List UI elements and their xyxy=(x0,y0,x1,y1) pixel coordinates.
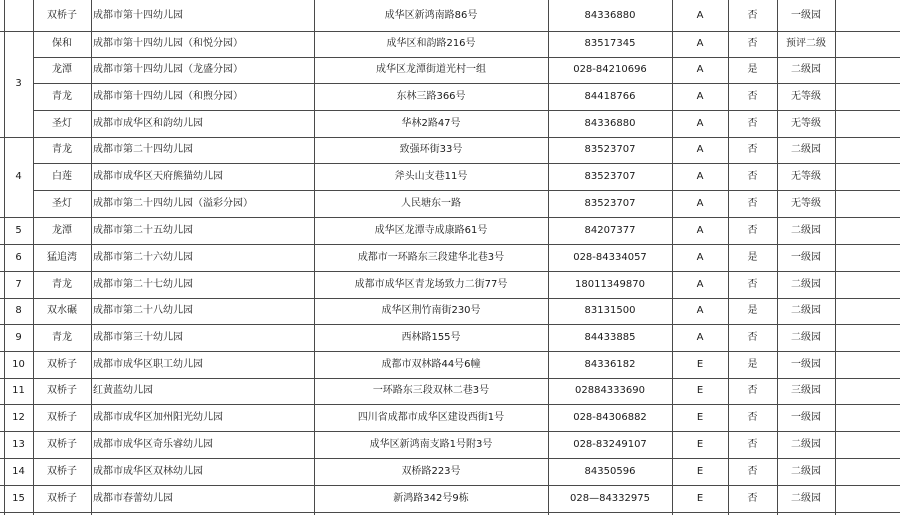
cell-level: 二级园 xyxy=(791,492,821,504)
cell-level: 二级园 xyxy=(791,438,821,450)
cell-level: 二级园 xyxy=(791,64,821,75)
cell-area: 猛追湾 xyxy=(47,251,77,263)
cell-name: 成都市成华区双林幼儿园 xyxy=(93,465,203,477)
cell-grade: E xyxy=(696,385,704,396)
cell-grade: A xyxy=(696,38,704,49)
cell-phone: 02884333690 xyxy=(575,385,645,396)
row-divider xyxy=(0,512,900,513)
cell-phone: 84207377 xyxy=(584,224,636,236)
cell-area: 青龙 xyxy=(52,144,72,155)
cell-name: 成都市第二十四幼儿园 xyxy=(93,144,193,155)
cell-number: 8 xyxy=(15,305,22,316)
cell-number: 15 xyxy=(12,492,25,504)
cell-address: 成华区和韵路216号 xyxy=(386,38,476,49)
cell-number: 14 xyxy=(12,465,25,477)
cell-address: 华林2路47号 xyxy=(401,117,461,129)
cell-phone: 83517345 xyxy=(584,38,636,49)
cell-grade: A xyxy=(696,224,704,236)
cell-flag: 否 xyxy=(747,331,758,343)
cell-number: 13 xyxy=(12,438,25,450)
cell-grade: A xyxy=(696,144,704,155)
cell-address: 成华区新鸿南支路1号附3号 xyxy=(369,438,493,450)
cell-area: 白莲 xyxy=(52,170,72,182)
cell-address: 西林路155号 xyxy=(401,331,461,343)
cell-flag: 否 xyxy=(747,385,758,396)
cell-address: 斧头山支巷11号 xyxy=(394,170,468,182)
cell-address: 成华区龙潭街道光村一组 xyxy=(376,64,486,75)
cell-level: 一级园 xyxy=(791,358,821,370)
cell-flag: 否 xyxy=(747,278,758,290)
cell-grade: E xyxy=(696,465,704,477)
cell-address: 成华区龙潭寺成康路61号 xyxy=(374,224,488,236)
cell-flag: 否 xyxy=(747,117,758,129)
cell-name: 成都市第十四幼儿园（和煦分园） xyxy=(93,90,243,102)
cell-flag: 否 xyxy=(747,170,758,182)
cell-flag: 是 xyxy=(747,64,758,75)
cell-phone: 84336182 xyxy=(584,358,636,370)
cell-phone: 83131500 xyxy=(584,305,636,316)
cell-level: 二级园 xyxy=(791,305,821,316)
cell-name: 成都市第十四幼儿园 xyxy=(93,9,183,21)
cell-address: 一环路东三段双林二巷3号 xyxy=(372,385,490,396)
cell-flag: 是 xyxy=(747,358,758,370)
cell-phone: 18011349870 xyxy=(575,278,645,290)
cell-name: 成都市第二十五幼儿园 xyxy=(93,224,193,236)
cell-address: 成都市一环路东三段建华北巷3号 xyxy=(357,251,505,263)
cell-name: 成都市成华区加州阳光幼儿园 xyxy=(93,411,223,423)
cell-number: 3 xyxy=(15,78,22,89)
cell-level: 三级园 xyxy=(791,385,821,396)
cell-name: 红黄蓝幼儿园 xyxy=(93,385,153,396)
cell-number: 9 xyxy=(15,331,22,343)
cell-area: 圣灯 xyxy=(52,117,72,129)
cell-flag: 是 xyxy=(747,305,758,316)
cell-name: 成都市第三十幼儿园 xyxy=(93,331,183,343)
cell-grade: A xyxy=(696,64,704,75)
cell-area: 圣灯 xyxy=(52,197,72,209)
cell-area: 青龙 xyxy=(52,331,72,343)
cell-area: 青龙 xyxy=(52,278,72,290)
cell-grade: A xyxy=(696,170,704,182)
cell-address: 成都市双林路44号6幢 xyxy=(381,358,481,370)
cell-flag: 否 xyxy=(747,38,758,49)
cell-phone: 83523707 xyxy=(584,197,636,209)
cell-grade: A xyxy=(696,251,704,263)
cell-phone: 84336880 xyxy=(584,117,636,129)
cell-name: 成都市第十四幼儿园（龙盛分园） xyxy=(93,64,243,75)
cell-level: 一级园 xyxy=(791,411,821,423)
cell-area: 双桥子 xyxy=(47,492,77,504)
cell-address: 东林三路366号 xyxy=(396,90,466,102)
cell-flag: 是 xyxy=(747,251,758,263)
cell-area: 双桥子 xyxy=(47,438,77,450)
cell-area: 双桥子 xyxy=(47,358,77,370)
cell-number xyxy=(4,0,33,31)
cell-address: 四川省成都市成华区建设西街1号 xyxy=(357,411,505,423)
column-divider xyxy=(835,0,836,515)
cell-number: 11 xyxy=(12,385,25,396)
cell-area: 双桥子 xyxy=(47,9,77,21)
cell-phone: 84418766 xyxy=(584,90,636,102)
cell-phone: 028-84306882 xyxy=(573,411,647,423)
cell-level: 一级园 xyxy=(791,251,821,263)
cell-level: 二级园 xyxy=(791,331,821,343)
cell-address: 致强环街33号 xyxy=(399,144,463,155)
cell-name: 成都市第十四幼儿园（和悦分园） xyxy=(93,38,243,49)
cell-level: 无等级 xyxy=(791,117,821,129)
cell-grade: E xyxy=(696,411,704,423)
cell-grade: A xyxy=(696,9,704,21)
cell-grade: E xyxy=(696,438,704,450)
cell-name: 成都市春蕾幼儿园 xyxy=(93,492,173,504)
cell-area: 双桥子 xyxy=(47,411,77,423)
cell-name: 成都市成华区天府熊猫幼儿园 xyxy=(93,170,223,182)
cell-phone: 028-84334057 xyxy=(573,251,647,263)
cell-grade: A xyxy=(696,90,704,102)
cell-number: 6 xyxy=(15,251,22,263)
cell-name: 成都市第二十四幼儿园（溢彩分园） xyxy=(93,197,253,209)
cell-address: 成华区新鸿南路86号 xyxy=(384,9,478,21)
cell-grade: E xyxy=(696,492,704,504)
cell-flag: 否 xyxy=(747,465,758,477)
cell-phone: 028-84210696 xyxy=(573,64,647,75)
cell-flag: 否 xyxy=(747,492,758,504)
cell-level: 预评二级 xyxy=(786,38,826,49)
cell-grade: A xyxy=(696,117,704,129)
cell-number: 7 xyxy=(15,278,22,290)
cell-level: 二级园 xyxy=(791,278,821,290)
cell-phone: 028—84332975 xyxy=(570,492,650,504)
cell-grade: A xyxy=(696,331,704,343)
cell-phone: 83523707 xyxy=(584,144,636,155)
cell-address: 人民塘东一路 xyxy=(401,197,461,209)
cell-area: 青龙 xyxy=(52,90,72,102)
cell-level: 二级园 xyxy=(791,224,821,236)
cell-area: 双桥子 xyxy=(47,465,77,477)
cell-name: 成都市成华区职工幼儿园 xyxy=(93,358,203,370)
cell-area: 龙潭 xyxy=(52,64,72,75)
cell-level: 二级园 xyxy=(791,465,821,477)
cell-name: 成都市第二十六幼儿园 xyxy=(93,251,193,263)
cell-level: 无等级 xyxy=(791,170,821,182)
cell-grade: E xyxy=(696,358,704,370)
cell-phone: 028-83249107 xyxy=(573,438,647,450)
cell-flag: 否 xyxy=(747,411,758,423)
cell-flag: 否 xyxy=(747,438,758,450)
cell-area: 龙潭 xyxy=(52,224,72,236)
cell-grade: A xyxy=(696,278,704,290)
cell-flag: 否 xyxy=(747,144,758,155)
cell-phone: 83523707 xyxy=(584,170,636,182)
cell-area: 保和 xyxy=(52,38,72,49)
cell-address: 新鸿路342号9栋 xyxy=(393,492,469,504)
cell-phone: 84433885 xyxy=(584,331,636,343)
cell-area: 双桥子 xyxy=(47,385,77,396)
cell-address: 成都市成华区青龙场致力二街77号 xyxy=(354,278,508,290)
cell-number: 12 xyxy=(12,411,25,423)
cell-number: 5 xyxy=(15,224,22,236)
cell-name: 成都市第二十八幼儿园 xyxy=(93,305,193,316)
cell-name: 成都市第二十七幼儿园 xyxy=(93,278,193,290)
cell-area: 双水碾 xyxy=(47,305,77,316)
cell-level: 二级园 xyxy=(791,144,821,155)
cell-grade: A xyxy=(696,197,704,209)
cell-flag: 否 xyxy=(747,90,758,102)
cell-name: 成都市成华区和韵幼儿园 xyxy=(93,117,203,129)
cell-phone: 84336880 xyxy=(584,9,636,21)
cell-number: 10 xyxy=(12,358,25,370)
cell-flag: 否 xyxy=(747,224,758,236)
cell-address: 双桥路223号 xyxy=(401,465,461,477)
cell-flag: 否 xyxy=(747,9,758,21)
cell-flag: 否 xyxy=(747,197,758,209)
cell-phone: 84350596 xyxy=(584,465,636,477)
cell-grade: A xyxy=(696,305,704,316)
cell-level: 无等级 xyxy=(791,197,821,209)
cell-address: 成华区荆竹南街230号 xyxy=(381,305,481,316)
cell-level: 无等级 xyxy=(791,90,821,102)
cell-name: 成都市成华区奇乐睿幼儿园 xyxy=(93,438,213,450)
cell-level: 一级园 xyxy=(791,9,821,21)
cell-number: 4 xyxy=(15,171,22,182)
